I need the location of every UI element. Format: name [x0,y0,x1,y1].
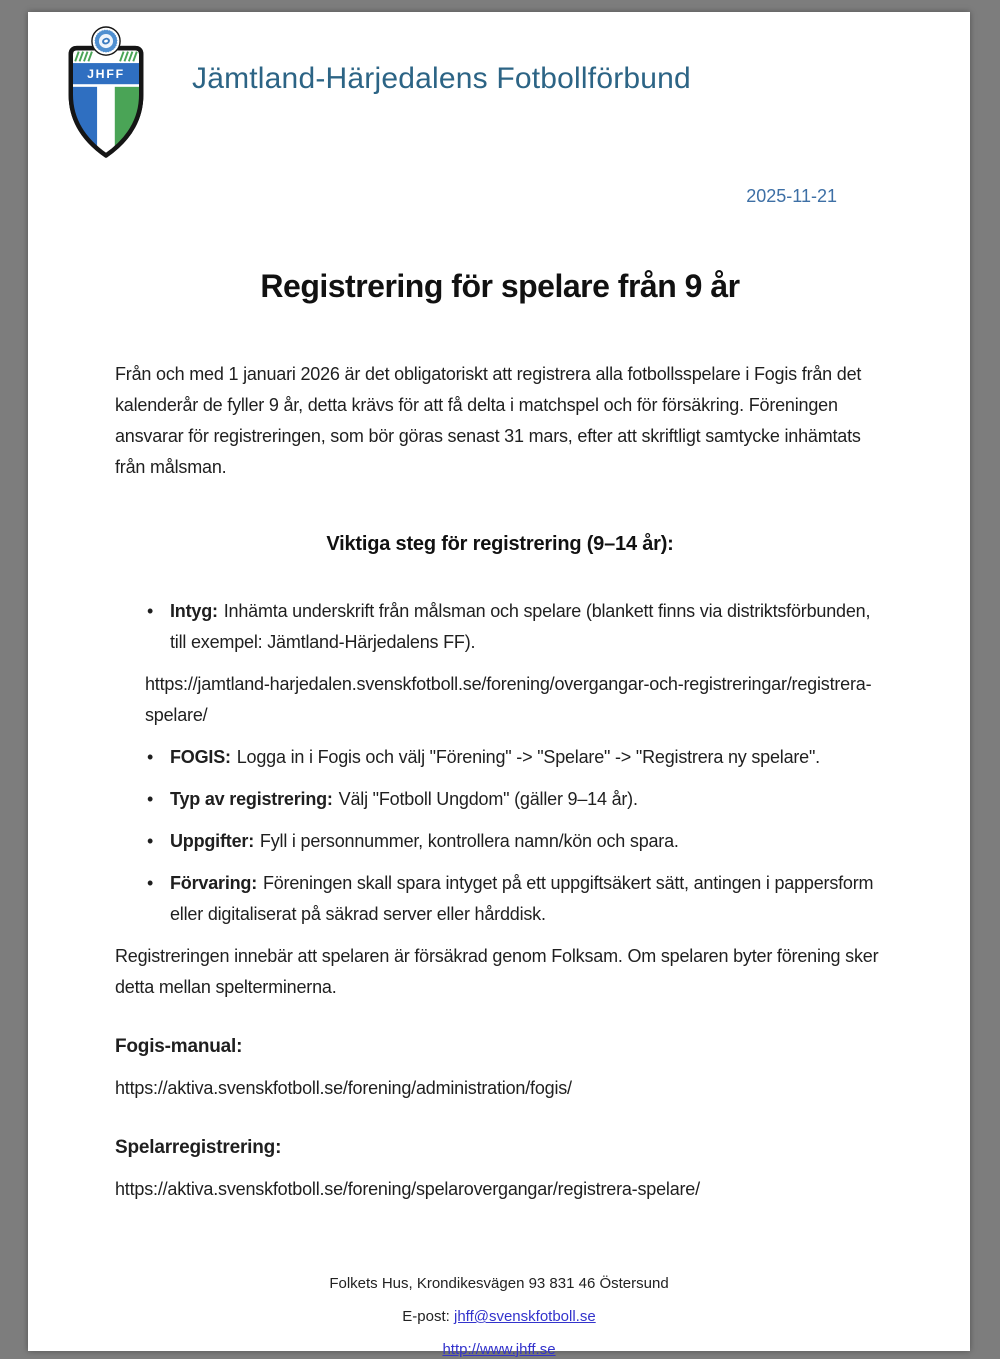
footer-address: Folkets Hus, Krondikesvägen 93 831 46 Östersund [329,1275,669,1292]
list-item-text: Fyll i personnummer, kontrollera namn/kön och spara. [259,831,679,851]
closing-paragraph: Registreringen innebär att spelaren är försäkrad genom Folksam. Om spelaren byter förening sker detta mellan spelterminerna. [115,946,879,997]
bullet-icon: • [147,831,154,851]
fogis-manual-url-text: https://aktiva.svenskfotboll.se/forening/administration/fogis/ [115,1078,572,1098]
list-item-label: Förvaring: [170,873,258,893]
list-item-uppgifter [147,826,885,857]
list-item-label: Intyg: [170,601,218,621]
list-item-text: Välj "Fotboll Ungdom" (gäller 9–14 år). [338,789,638,809]
document-page [28,12,970,1358]
list-item-text: Logga in i Fogis och välj "Förening" -> "Spelare" -> "Registrera ny spelare". [236,747,820,767]
jhff-logo-icon [62,26,150,160]
document-date: 2025-11-21 [746,186,837,206]
spelarregistrering-url-text: https://aktiva.svenskfotboll.se/forening/spelarovergangar/registrera-spelare/ [115,1179,700,1199]
list-item-typ-av-registrering [147,784,885,815]
website-link[interactable]: http://www.jhff.se [442,1341,556,1358]
list-item-text: Föreningen skall spara intyget på ett uppgiftsäkert sätt, antingen i pappersform eller digitaliserat på säkrad server eller hårddisk. [170,873,874,924]
bullet-icon: • [147,601,154,621]
list-item-intyg [147,596,885,658]
email-label: E-post: [402,1308,450,1325]
bullet-icon: • [147,789,154,809]
list-item-fogis [147,742,885,773]
document-body [28,267,970,1205]
bullet-icon: • [147,873,154,893]
org-title: Jämtland-Härjedalens Fotbollförbund [192,62,691,95]
document-header [28,12,970,160]
logo-text: JHFF [87,67,125,82]
spelarregistrering-heading: Spelarregistrering: [115,1137,282,1158]
document-title: Registrering för spelare från 9 år [260,268,740,304]
list-item-label: Typ av registrering: [170,789,333,809]
logo-stripe-white [97,87,115,157]
steps-heading: Viktiga steg för registrering (9–14 år): [326,533,674,555]
list-item-label: Uppgifter: [170,831,254,851]
list-item-text: Inhämta underskrift från målsman och spelare (blankett finns via distriktsförbunden, till exempel: Jämtland-Härjedalens FF). [170,601,871,652]
bullet-icon: • [147,747,154,767]
footer-website-line [28,1341,970,1359]
fogis-manual-heading: Fogis-manual: [115,1036,243,1057]
document-footer [28,1275,970,1359]
registration-url-text: https://jamtland-harjedalen.svenskfotboll.se/forening/overgangar-och-registreringar/registrera-spelare/ [145,674,872,725]
steps-list [115,596,885,930]
intro-paragraph: Från och med 1 januari 2026 är det obligatoriskt att registrera alla fotbollsspelare i Fogis från det kalenderår de fyller 9 år, detta krävs för att få delta i matchspel och för försäkring. Föreningen ansvarar för registreringen, som bör göras senast 31 mars, efter att skriftligt samtycke inhämtats från målsman. [115,364,862,477]
list-item-forvaring [147,868,885,930]
list-item-label: FOGIS: [170,747,231,767]
email-link[interactable]: jhff@svenskfotboll.se [454,1308,596,1325]
footer-email-line [28,1308,970,1326]
